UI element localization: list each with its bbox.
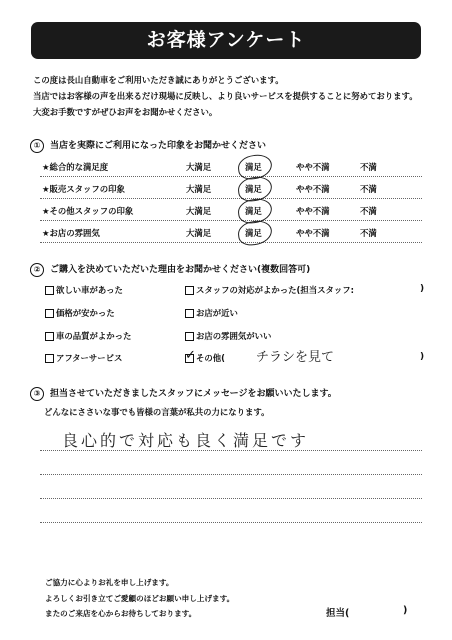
option-wanted-car[interactable]: 欲しい車があった	[45, 284, 123, 296]
scale-somewhat-dissatisfied[interactable]: やや不満	[296, 228, 330, 238]
option-low-price[interactable]: 価格が安かった	[45, 307, 115, 319]
scale-very-satisfied[interactable]: 大満足	[186, 228, 212, 238]
message-line	[40, 522, 422, 523]
rating-row-other-staff	[40, 200, 422, 221]
checkbox[interactable]	[185, 286, 194, 295]
section1-heading-text: 当店を実際にご利用になった印象をお聞かせください	[50, 141, 267, 151]
scale-satisfied[interactable]: 満足	[245, 228, 262, 238]
rating-label: ★お店の雰囲気	[42, 228, 100, 238]
intro-line: 当店ではお客様の声を出来るだけ現場に反映し、より良いサービスを提供することに努めております。	[33, 91, 418, 101]
intro-line: この度は長山自動車をご利用いただき誠にありがとうございます。	[33, 75, 284, 85]
scale-dissatisfied[interactable]: 不満	[360, 228, 377, 238]
rating-label: ★その他スタッフの印象	[42, 206, 134, 216]
rating-label: ★販売スタッフの印象	[42, 184, 125, 194]
rating-row-atmosphere	[40, 222, 422, 243]
scale-somewhat-dissatisfied[interactable]: やや不満	[296, 184, 330, 194]
section2-heading-text: ご購入を決めていただいた理由をお聞かせください(複数回答可)	[50, 265, 311, 275]
option-car-quality[interactable]: 車の品質がよかった	[45, 330, 131, 342]
message-handwritten: 良心的で対応も良く満足です	[62, 431, 310, 450]
scale-somewhat-dissatisfied[interactable]: やや不満	[296, 162, 330, 172]
message-line	[40, 474, 422, 475]
option-after-service[interactable]: アフターサービス	[45, 352, 122, 364]
check-mark-icon: ✓	[185, 348, 196, 363]
scale-dissatisfied[interactable]: 不満	[360, 184, 377, 194]
scale-somewhat-dissatisfied[interactable]: やや不満	[296, 206, 330, 216]
close-paren: )	[403, 605, 408, 616]
option-store-nearby[interactable]: お店が近い	[185, 307, 238, 319]
option-other[interactable]: ✓ その他(	[185, 348, 225, 363]
option-staff-service[interactable]: スタッフの対応がよかった(担当スタッフ:	[185, 284, 354, 296]
survey-title-banner: お客様アンケート	[31, 22, 421, 59]
close-paren: )	[420, 352, 425, 362]
scale-very-satisfied[interactable]: 大満足	[186, 162, 212, 172]
scale-dissatisfied[interactable]: 不満	[360, 162, 377, 172]
rating-row-overall	[40, 156, 422, 177]
section2-heading	[30, 262, 310, 277]
other-reason-handwritten: チラシを見て	[256, 350, 335, 365]
section3-heading-text: 担当させていただきましたスタッフにメッセージをお願いいたします。	[50, 389, 337, 399]
section1-heading	[30, 138, 266, 153]
closing-line: またのご来店を心からお待ちしております。	[45, 609, 197, 618]
scale-dissatisfied[interactable]: 不満	[360, 206, 377, 216]
message-line	[40, 450, 422, 451]
intro-line: 大変お手数ですがぜひお声をお聞かせください。	[33, 107, 218, 117]
checkbox[interactable]	[185, 309, 194, 318]
section-number: ③	[30, 387, 44, 401]
closing-line: よろしくお引き立てご愛顧のほどお願い申し上げます。	[45, 593, 235, 603]
checkbox[interactable]	[185, 348, 196, 363]
section3-subheading: どんなにささいな事でも皆様の言葉が私共の力になります。	[44, 407, 270, 417]
checkbox[interactable]	[185, 332, 194, 341]
option-store-atmosphere[interactable]: お店の雰囲気がいい	[185, 330, 271, 342]
close-paren: )	[420, 284, 425, 294]
checkbox[interactable]	[45, 309, 54, 318]
scale-satisfied[interactable]: 満足	[245, 184, 262, 194]
checkbox[interactable]	[45, 332, 54, 341]
closing-line: ご協力に心よりお礼を申し上げます。	[45, 578, 174, 587]
scale-satisfied[interactable]: 満足	[245, 162, 262, 172]
scale-very-satisfied[interactable]: 大満足	[186, 206, 212, 216]
section-number: ②	[30, 263, 44, 277]
checkbox[interactable]	[45, 286, 54, 295]
rating-label: ★総合的な満足度	[42, 162, 109, 172]
staff-label: 担当(	[326, 608, 350, 619]
section3-heading	[30, 386, 337, 401]
scale-satisfied[interactable]: 満足	[245, 206, 262, 216]
message-line	[40, 498, 422, 499]
scale-very-satisfied[interactable]: 大満足	[186, 184, 212, 194]
closing-text	[45, 575, 234, 622]
selection-circle	[237, 219, 273, 246]
rating-row-sales-staff	[40, 178, 422, 199]
intro-text	[33, 72, 418, 120]
section-number: ①	[30, 139, 44, 153]
staff-field[interactable]	[326, 605, 408, 619]
checkbox[interactable]	[45, 354, 54, 363]
